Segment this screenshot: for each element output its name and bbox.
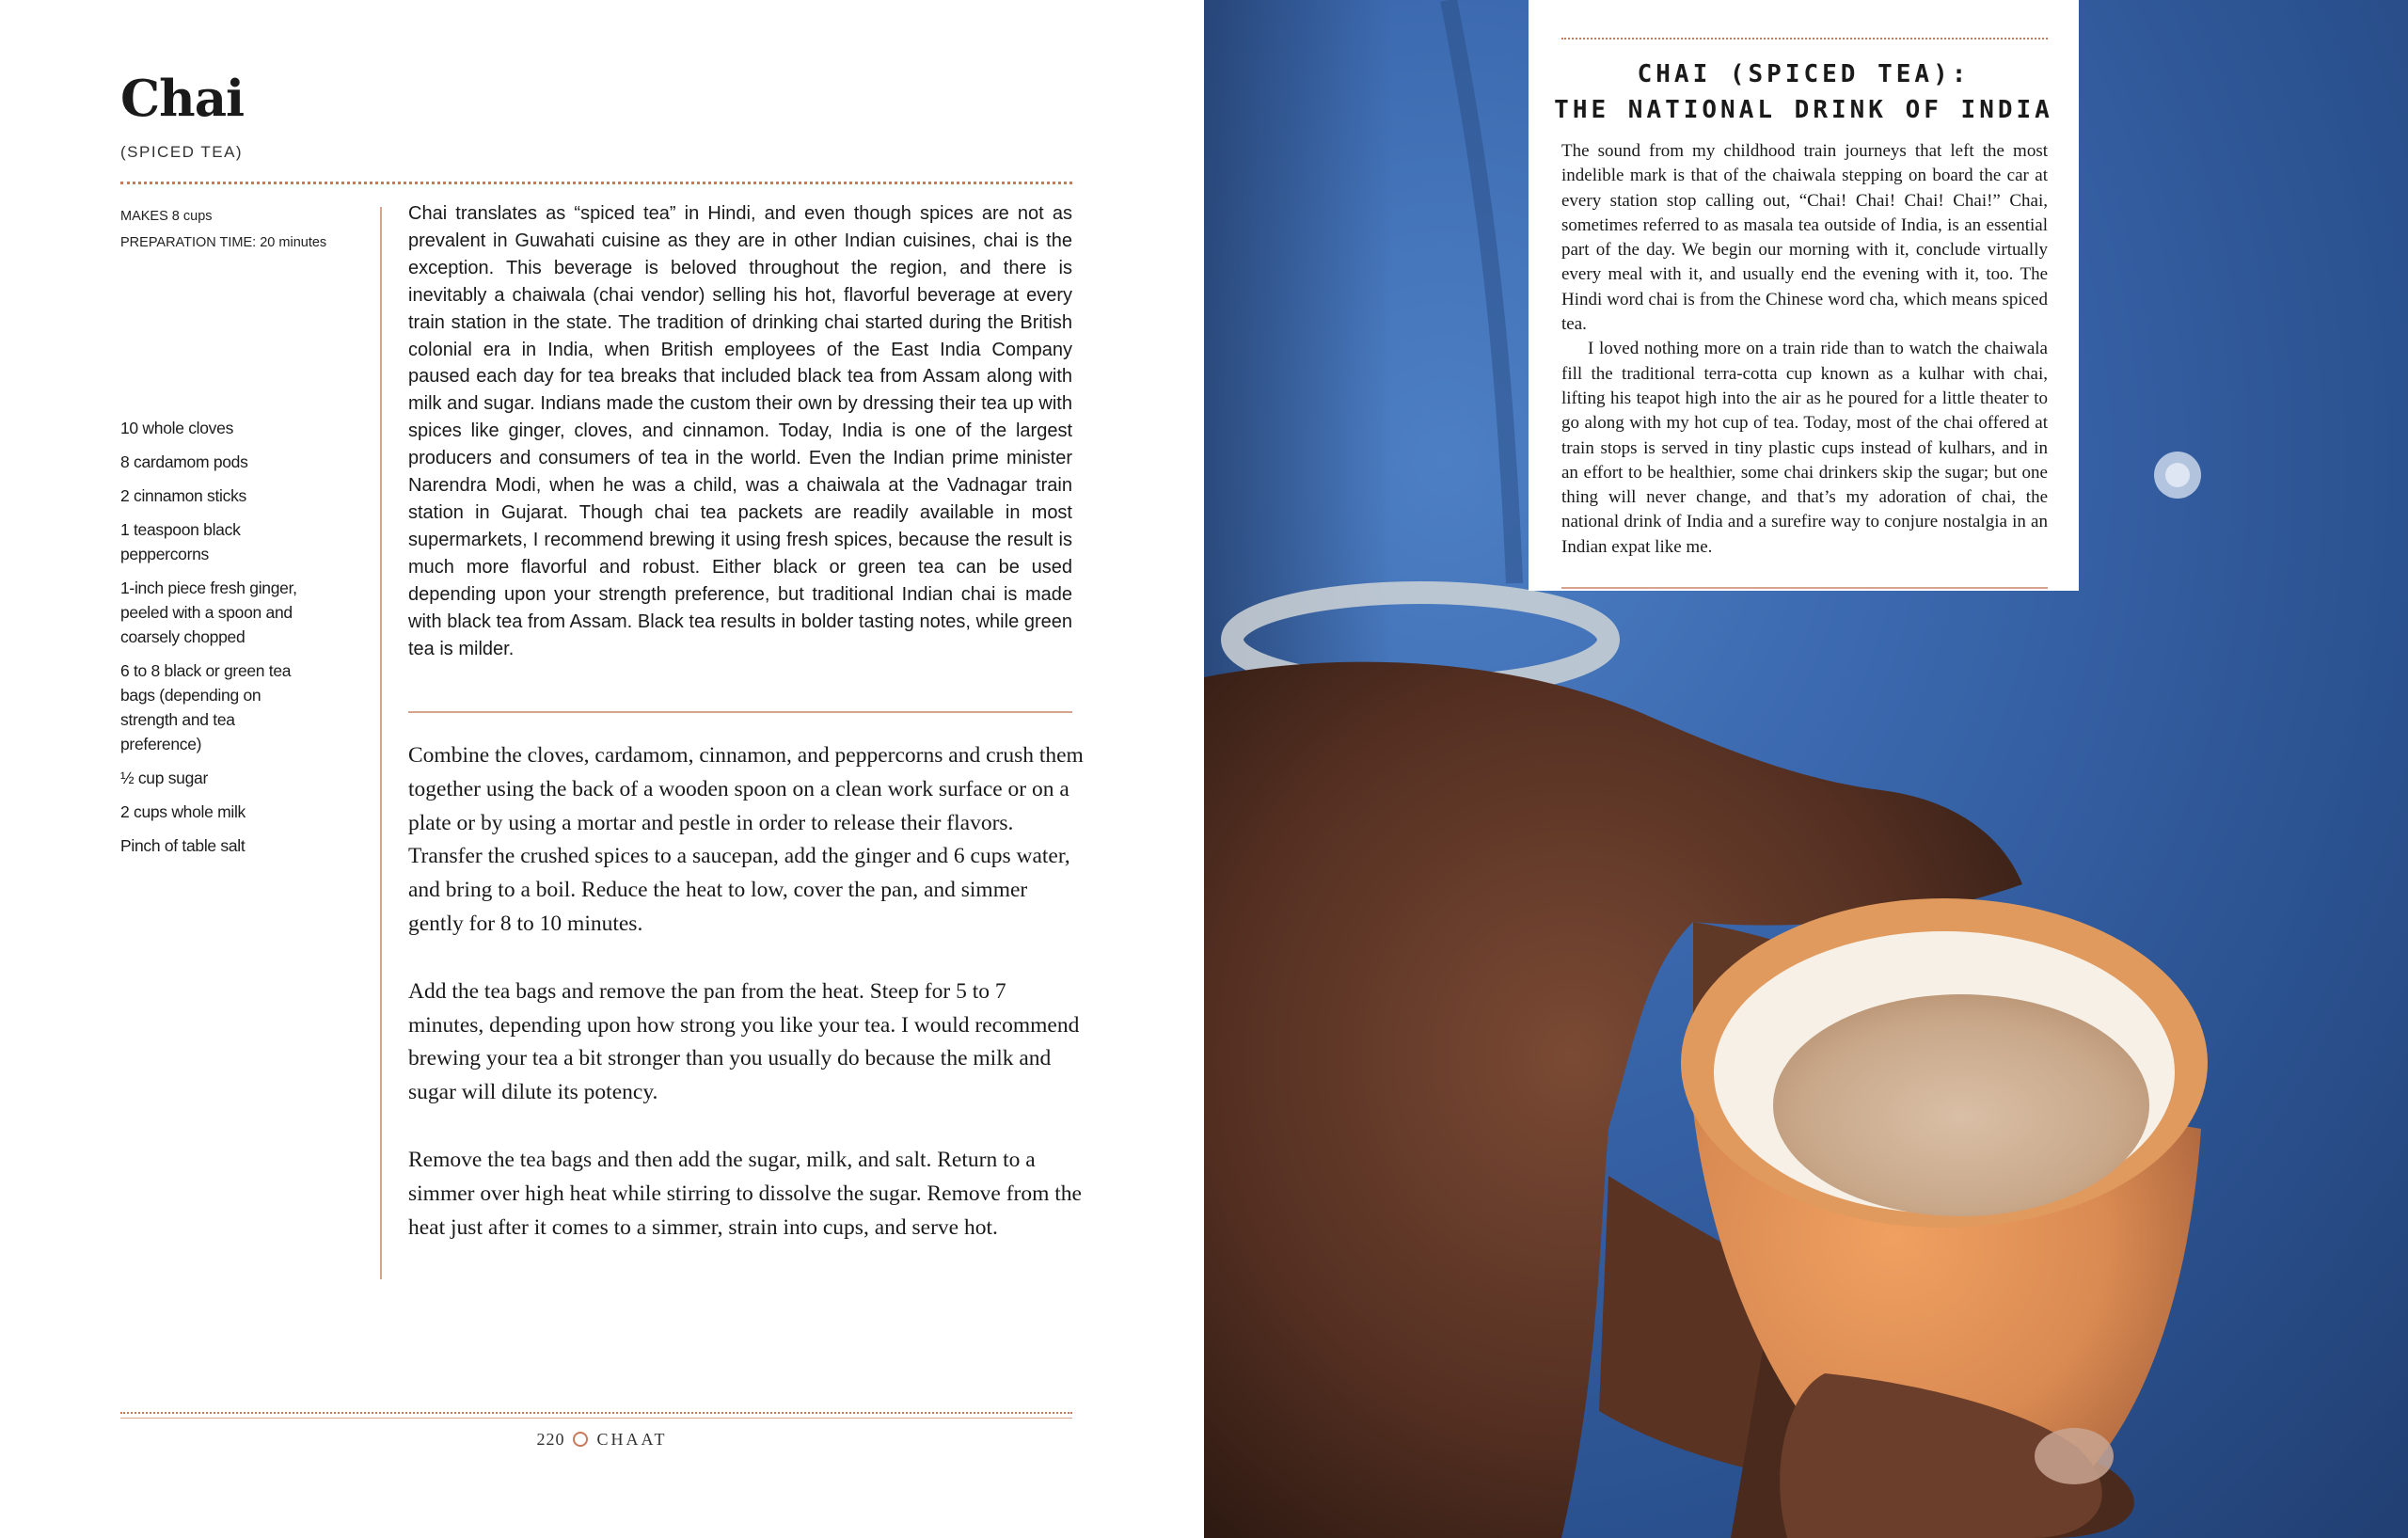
- ingredient-item: Pinch of table salt: [120, 836, 246, 855]
- yield: MAKES 8 cups: [120, 209, 213, 224]
- ingredient-item: 10 whole cloves: [120, 419, 234, 437]
- method-step: Add the tea bags and remove the pan from the heat. Steep for 5 to 7 minutes, depending upon how strong you like your tea. I would recommend brewing your tea a bit stronger than you usually do because the milk and sugar will dilute its potency.: [408, 978, 1080, 1105]
- method-step: Remove the tea bags and then add the sugar, milk, and salt. Return to a simmer over high heat while stirring to dissolve the sugar. Remove from the heat just after it comes to a simmer, strain into cups, and serve hot.: [408, 1147, 1082, 1240]
- title-dotted-rule: [120, 182, 1072, 184]
- ingredient-item: 2 cups whole milk: [120, 802, 246, 821]
- sidebar-paragraph: I loved nothing more on a train ride than to watch the chaiwala fill the traditional terra-cotta cup known as a kulhar with chai, lifting his teapot high into the air as he poured for a little theater to go along with my hot cup of tea. Today, most of the chai offered at train stops is served in tiny plastic cups instead of kulhars, and in an effort to be healthier, some chai drinkers skip the sugar; but one thing will never change, and that’s my adoration of chai, the national drink of India and a surefire way to conjure nostalgia in an Indian expat like me.: [1561, 339, 2048, 557]
- sidebar-title-line-2: THE NATIONAL DRINK OF INDIA: [1554, 96, 2053, 124]
- headnote-rule: [408, 711, 1072, 713]
- recipe-subtitle: (SPICED TEA): [120, 143, 244, 161]
- sidebar-dotted-rule: [1561, 38, 2048, 40]
- prep-time: PREPARATION TIME: 20 minutes: [120, 235, 327, 250]
- method-steps: [408, 739, 1085, 1278]
- ingredient-item: 8 cardamom pods: [120, 452, 248, 471]
- ingredient-item: 1-inch piece fresh ginger, peeled with a spoon and coarsely chopped: [120, 579, 297, 646]
- sidebar-title-line-1: CHAI (SPICED TEA):: [1637, 60, 1971, 88]
- method-step: Combine the cloves, cardamom, cinnamon, and peppercorns and crush them together using the back of a wooden spoon on a clean work surface or on a plate or by using a mortar and pestle in order to release their flavors. Transfer the crushed spices to a saucepan, add the ginger and 6 cups water, and bring to a boil. Reduce the heat to low, cover the pan, and simmer gently for 8 to 10 minutes.: [408, 743, 1084, 936]
- ingredient-item: ½ cup sugar: [120, 769, 209, 787]
- sidebar-bottom-rule: [1561, 587, 2048, 589]
- sidebar-title: [1529, 56, 2079, 128]
- page-footer: [0, 1430, 1204, 1450]
- ingredient-item: 1 teaspoon black peppercorns: [120, 520, 241, 563]
- page-number: 220: [536, 1430, 565, 1449]
- sidebar-paragraph: The sound from my childhood train journeys that left the most indelible mark is that of the chaiwala stepping on board the car at every station stop calling out, “Chai! Chai! Chai! Chai!” Chai, sometimes referred to as masala tea outside of India, is an essential part of the day. We begin our morning with it, conclude virtually every meal with it, and usually end the evening with it, too. The Hindi word chai is from the Chinese word cha, which means spiced tea.: [1561, 141, 2048, 335]
- ingredient-list: [120, 416, 299, 867]
- recipe-title: Chai: [120, 70, 245, 128]
- ornament-icon: [573, 1432, 588, 1447]
- headnote: Chai translates as “spiced tea” in Hindi, and even though spices are not as prevalent in Guwahati cuisine as they are in other Indian cuisines, chai is the exception. This beverage is beloved throughout the region, and there is inevitably a chaiwala (chai vendor) selling his hot, flavorful beverage at every train station in the state. The tradition of drinking chai started during the British colonial era in India, when British employees of the East India Company paused each day for tea breaks that included black tea from Assam along with milk and sugar. Indians made the custom their own by dressing their tea up with spices like ginger, cloves, and cinnamon. Today, India is one of the largest producers and consumers of tea in the world. Even the Indian prime minister Narendra Modi, when he was a child, was a chaiwala at the Vadnagar train station in Gujarat. Though chai tea packets are readily available in most supermarkets, I recommend brewing it using fresh spices, because the result is much more flavorful and robust. Either black or green tea can be used depending upon your strength preference, but traditional Indian chai is made with black tea from Assam. Black tea results in bolder tasting notes, while green tea is milder.: [408, 203, 1072, 659]
- footer-rule: [120, 1418, 1072, 1419]
- footer-dotted-rule: [120, 1412, 1072, 1414]
- column-divider: [380, 207, 382, 1279]
- ingredient-item: 6 to 8 black or green tea bags (depending on strength and tea preference): [120, 661, 292, 753]
- sidebar-text: [1561, 139, 2048, 560]
- chapter-name: CHAAT: [596, 1430, 668, 1449]
- ingredient-item: 2 cinnamon sticks: [120, 486, 246, 505]
